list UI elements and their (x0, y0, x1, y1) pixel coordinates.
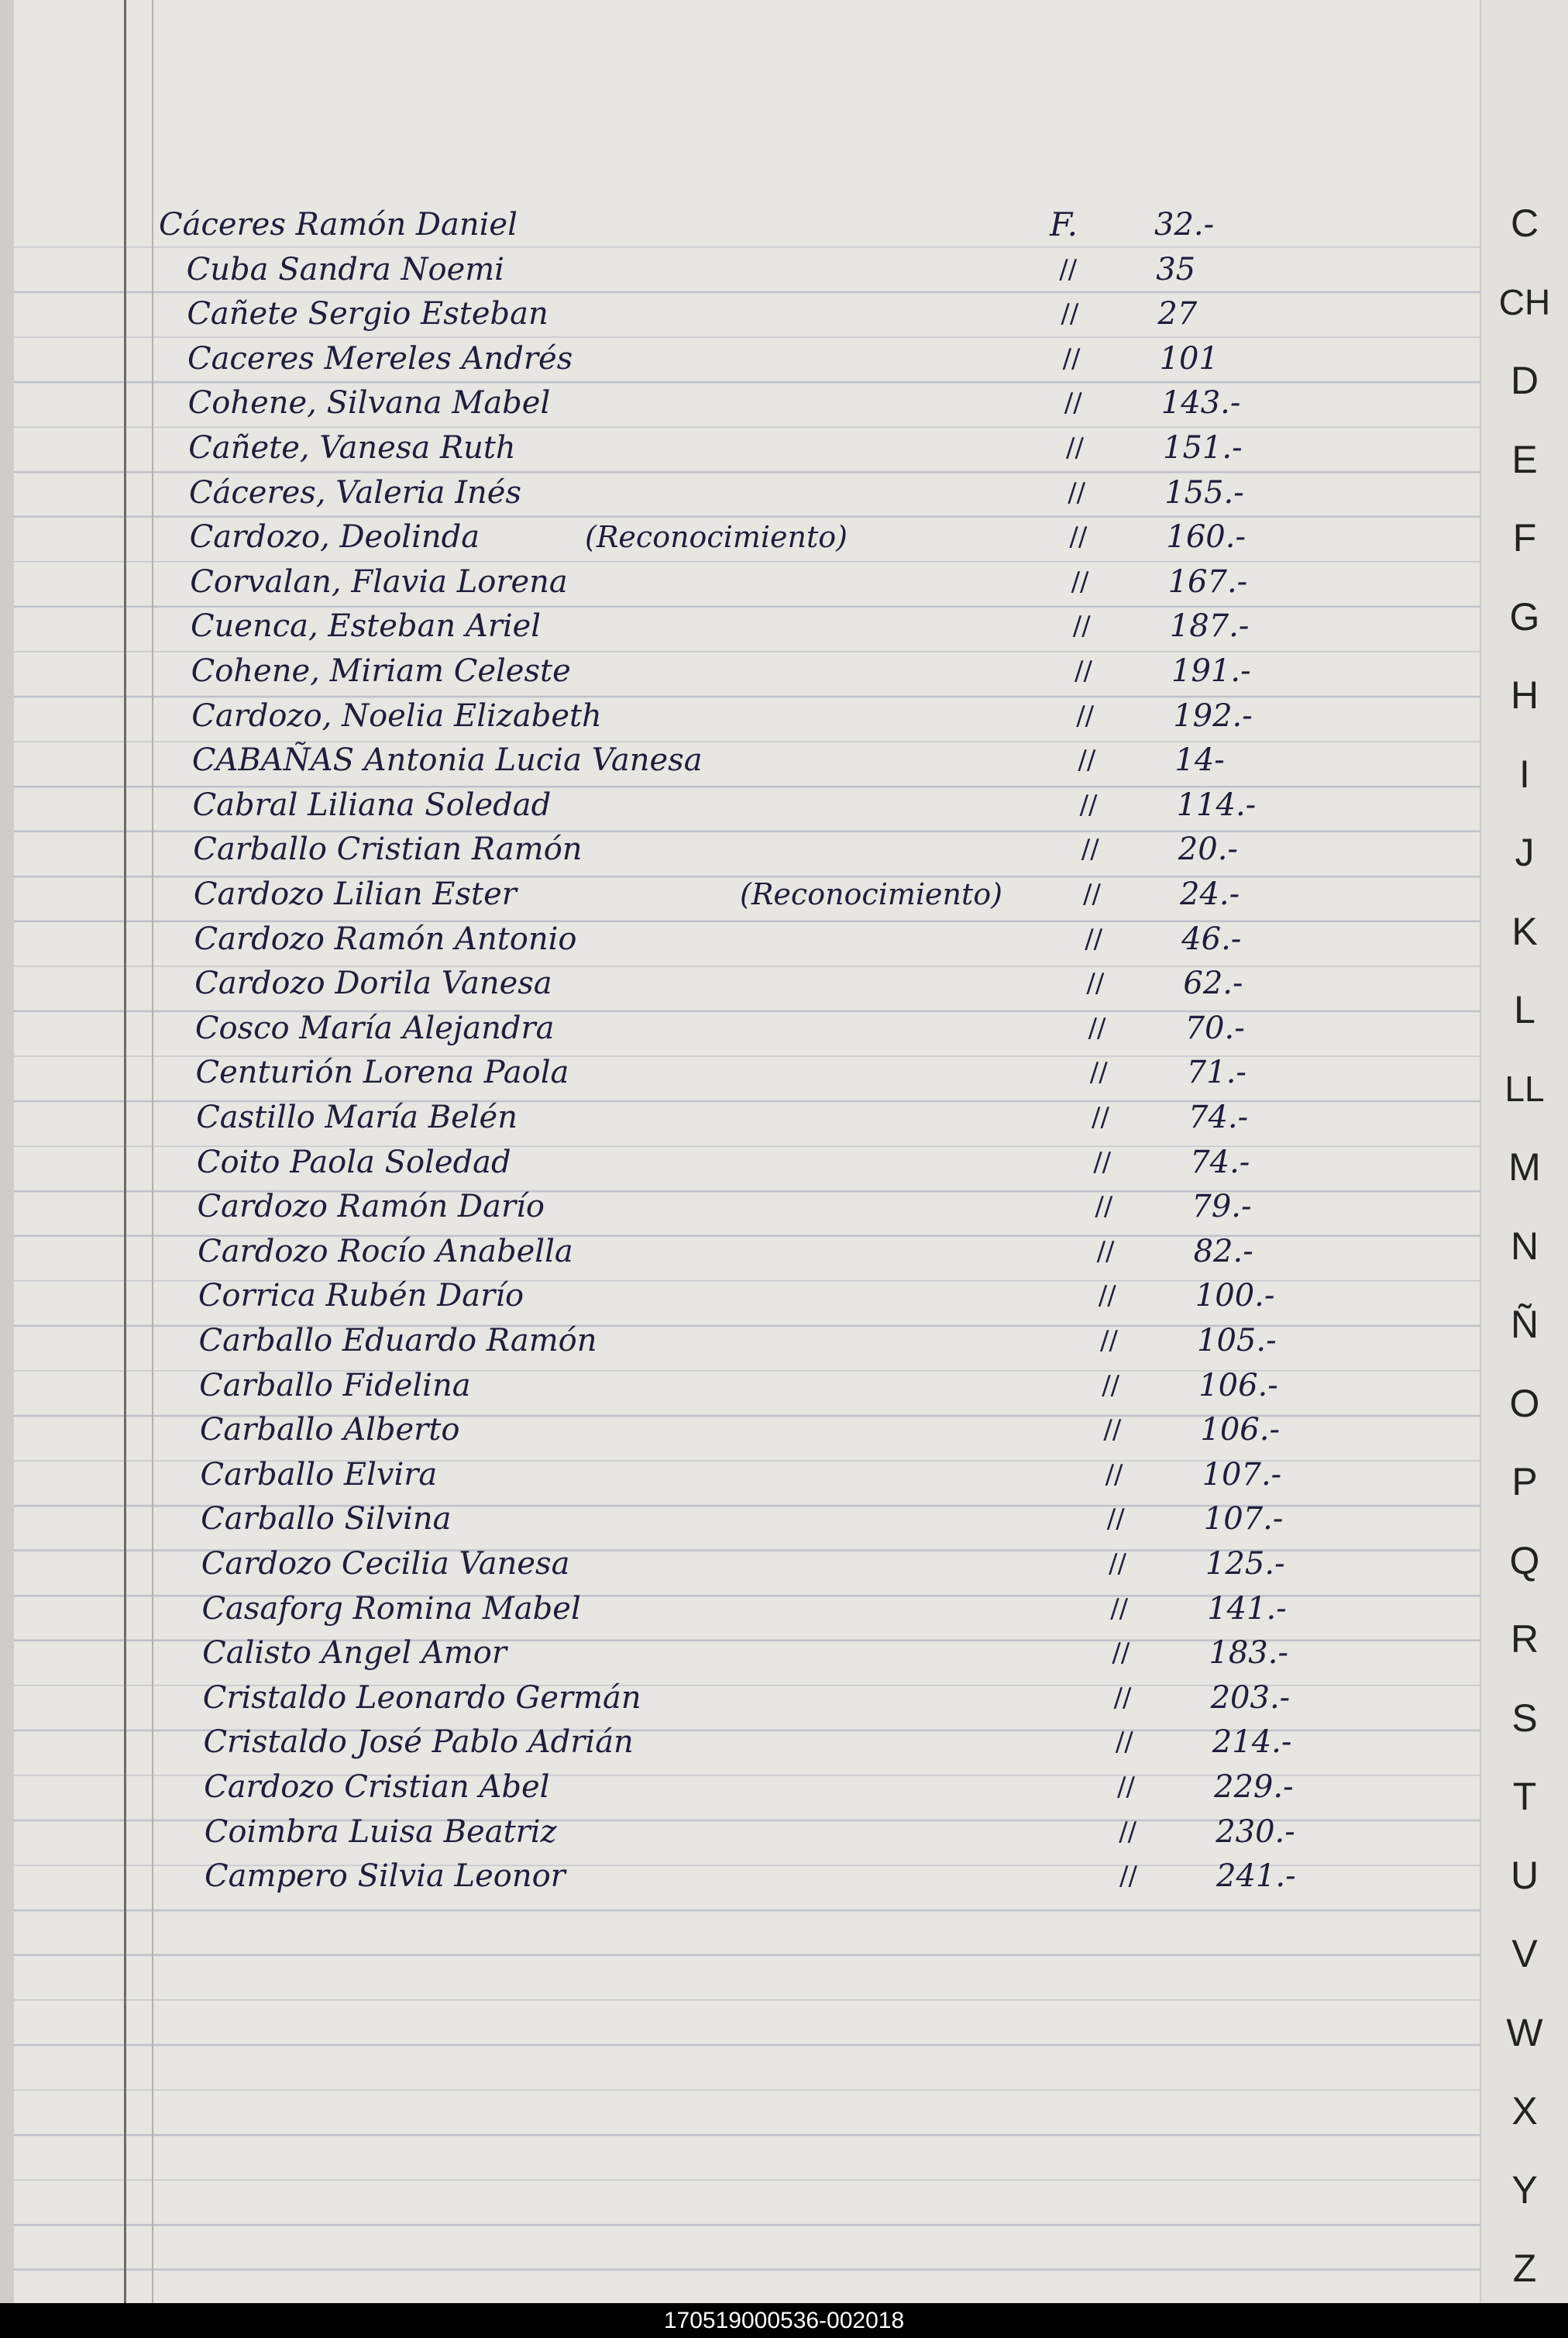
entry-name: Cardozo Lilian Ester (193, 876, 517, 912)
entry-folio: 101 (1159, 340, 1219, 377)
index-tab-x[interactable]: X (1511, 2089, 1538, 2133)
register-entry (0, 1364, 1472, 1407)
entry-name: Castillo María Belén (196, 1100, 518, 1135)
ditto-mark: // (1100, 1325, 1118, 1356)
entry-name: Cardozo Ramón Darío (197, 1189, 545, 1225)
index-tab-u[interactable]: U (1510, 1853, 1539, 1897)
entry-folio: 74.- (1190, 1144, 1250, 1180)
entry-note: (Reconocimiento) (740, 877, 1002, 911)
register-entry (0, 1274, 1472, 1317)
index-tab-ñ[interactable]: Ñ (1510, 1303, 1539, 1346)
ditto-mark: // (1068, 477, 1086, 508)
register-entry (0, 1676, 1472, 1720)
entry-folio: 105.- (1197, 1323, 1277, 1358)
ditto-mark: // (1081, 834, 1099, 866)
register-entry (0, 1854, 1472, 1898)
register-entry (0, 873, 1472, 916)
entry-name: Campero Silvia Leonor (205, 1858, 566, 1895)
ditto-mark: // (1106, 1503, 1125, 1535)
register-entry (0, 604, 1472, 648)
register-entry (0, 1007, 1472, 1050)
entry-folio: 114.- (1176, 787, 1257, 823)
ditto-mark: // (1089, 1057, 1108, 1089)
entry-folio: 151.- (1163, 430, 1243, 466)
entry-name: Cuba Sandra Noemi (186, 251, 504, 288)
register-entry (0, 1051, 1472, 1094)
index-tab-z[interactable]: Z (1512, 2247, 1537, 2290)
entry-name: Cañete, Vanesa Ruth (188, 430, 516, 466)
entry-name: Cuenca, Esteban Ariel (190, 608, 542, 645)
entry-folio: 187.- (1169, 608, 1250, 645)
register-entry (0, 1765, 1472, 1809)
register-entry (0, 828, 1472, 871)
entry-name: Corrica Rubén Darío (198, 1278, 524, 1314)
index-tab-f[interactable]: F (1512, 516, 1537, 560)
register-entry (0, 1096, 1472, 1139)
entry-name: Carballo Elvira (200, 1456, 438, 1493)
index-tab-m[interactable]: M (1508, 1145, 1541, 1189)
entry-name: Coito Paola Soledad (196, 1144, 511, 1180)
entry-note: (Reconocimiento) (585, 520, 848, 555)
ditto-mark: // (1078, 745, 1096, 776)
entry-folio: 107.- (1202, 1456, 1282, 1493)
entry-name: Carballo Alberto (199, 1412, 460, 1448)
entry-name: Corvalan, Flavia Lorena (190, 563, 568, 600)
ditto-mark: // (1079, 789, 1098, 821)
index-tab-j[interactable]: J (1515, 831, 1535, 874)
index-tab-g[interactable]: G (1509, 594, 1540, 639)
entry-folio: 79.- (1191, 1189, 1252, 1225)
entry-folio: 106.- (1198, 1367, 1278, 1403)
ditto-mark: // (1112, 1637, 1130, 1669)
entry-folio: 214.- (1212, 1724, 1292, 1761)
entry-name: Cáceres Ramón Daniel (159, 207, 518, 243)
index-tab-e[interactable]: E (1511, 437, 1538, 481)
index-tab-ll[interactable]: LL (1504, 1068, 1545, 1109)
entry-name: Cardozo Cecilia Vanesa (201, 1546, 570, 1582)
entry-folio: 203.- (1210, 1679, 1291, 1716)
register-entry (0, 1230, 1472, 1273)
ditto-mark: // (1072, 611, 1091, 642)
entry-folio: 167.- (1167, 563, 1248, 600)
entry-name: Caceres Mereles Andrés (187, 340, 573, 377)
entry-name: Centurión Lorena Paola (195, 1055, 569, 1091)
register-entry (0, 560, 1472, 604)
entry-name: Cabral Liliana Soledad (192, 787, 552, 823)
index-tab-i[interactable]: I (1519, 752, 1530, 796)
ditto-mark: // (1103, 1414, 1122, 1446)
document-id-footer: 170519000536-002018 (0, 2303, 1568, 2338)
ditto-mark: // (1119, 1861, 1137, 1892)
register-entry (0, 1141, 1472, 1184)
entry-folio: 230.- (1216, 1813, 1295, 1850)
entry-folio: 143.- (1161, 385, 1241, 422)
register-entry (0, 783, 1472, 827)
entry-name: Cardozo Rocío Anabella (198, 1233, 573, 1269)
entry-name: Carballo Silvina (201, 1501, 452, 1537)
ditto-mark: // (1093, 1146, 1112, 1178)
entry-name: Cardozo, Noelia Elizabeth (191, 697, 602, 734)
ditto-mark: // (1095, 1191, 1113, 1223)
register-entry (0, 649, 1472, 693)
entry-folio: 32.- (1154, 207, 1215, 243)
entry-name: Cañete Sergio Esteban (187, 296, 548, 332)
index-tab-n[interactable]: N (1510, 1224, 1539, 1268)
entry-folio: 125.- (1205, 1546, 1285, 1582)
entry-folio: 183.- (1209, 1635, 1288, 1672)
register-entry (0, 292, 1472, 336)
folio-header: F. (1050, 205, 1078, 243)
register-entry (0, 471, 1472, 515)
entry-name: Cardozo, Deolinda (189, 519, 480, 556)
index-tab-w[interactable]: W (1506, 2010, 1543, 2054)
ditto-mark: // (1117, 1772, 1135, 1803)
ditto-mark: // (1069, 522, 1088, 553)
entry-folio: 27 (1157, 296, 1198, 332)
index-tab-y[interactable]: Y (1511, 2168, 1538, 2212)
entry-name: Cristaldo José Pablo Adrián (203, 1724, 634, 1761)
register-entry (0, 1453, 1472, 1496)
register-entry (0, 337, 1472, 380)
register-entry (0, 1319, 1472, 1362)
ditto-mark: // (1109, 1548, 1126, 1579)
register-entry (0, 515, 1472, 559)
entry-folio: 20.- (1178, 832, 1238, 868)
register-entry (0, 248, 1472, 291)
register-entry (0, 203, 1472, 246)
ditto-mark: // (1076, 700, 1095, 732)
ditto-mark: // (1088, 1012, 1106, 1044)
entry-folio: 229.- (1214, 1769, 1294, 1805)
register-entry (0, 426, 1472, 470)
entry-name: Carballo Fidelina (199, 1367, 471, 1403)
entry-name: Cáceres, Valeria Inés (188, 474, 521, 511)
register-entry (0, 381, 1472, 425)
register-entry (0, 1810, 1472, 1854)
ditto-mark: // (1102, 1369, 1120, 1401)
register-entry (0, 1497, 1472, 1541)
entry-folio: 241.- (1216, 1858, 1296, 1895)
entry-folio: 24.- (1180, 876, 1240, 912)
entry-name: Carballo Eduardo Ramón (198, 1323, 597, 1358)
entry-folio: 192.- (1173, 697, 1253, 734)
ditto-mark: // (1086, 968, 1105, 1000)
index-tab-t[interactable]: T (1512, 1775, 1537, 1818)
index-tab-ch[interactable]: CH (1498, 281, 1551, 322)
entry-folio: 35 (1156, 251, 1196, 288)
entry-name: Cardozo Cristian Abel (204, 1769, 550, 1805)
register-entry (0, 1631, 1472, 1675)
ditto-mark: // (1064, 387, 1082, 419)
index-tab-p[interactable]: P (1511, 1460, 1538, 1503)
entry-name: Cristaldo Leonardo Germán (202, 1679, 641, 1716)
ditto-mark: // (1075, 656, 1092, 687)
page-top-margin (0, 0, 1568, 203)
entry-folio: 70.- (1185, 1010, 1245, 1046)
entry-folio: 160.- (1166, 519, 1246, 556)
index-tab-v[interactable]: V (1511, 1932, 1538, 1975)
ditto-mark: // (1119, 1816, 1137, 1847)
ditto-mark: // (1113, 1682, 1132, 1713)
entry-name: Cohene, Silvana Mabel (187, 385, 551, 422)
ditto-mark: // (1115, 1727, 1133, 1758)
ditto-mark: // (1059, 253, 1078, 285)
ditto-mark: // (1105, 1458, 1123, 1490)
entry-folio: 74.- (1188, 1100, 1249, 1135)
index-tab-o[interactable]: O (1509, 1381, 1540, 1425)
ditto-mark: // (1071, 566, 1089, 597)
entry-folio: 46.- (1181, 921, 1242, 957)
entry-folio: 155.- (1164, 474, 1244, 511)
entry-name: CABAÑAS Antonia Lucia Vanesa (191, 742, 703, 779)
index-tab-k[interactable]: K (1511, 909, 1538, 953)
register-entry (0, 739, 1472, 782)
entry-name: Cosco María Alejandra (194, 1010, 555, 1046)
entry-name: Cardozo Ramón Antonio (194, 921, 577, 957)
entry-name: Calisto Angel Amor (202, 1635, 507, 1672)
ditto-mark: // (1062, 343, 1081, 374)
entry-name: Cohene, Miriam Celeste (191, 653, 571, 689)
index-tab-q[interactable]: Q (1509, 1538, 1540, 1582)
ditto-mark: // (1083, 879, 1101, 910)
entry-folio: 191.- (1171, 653, 1251, 689)
entry-name: Carballo Cristian Ramón (193, 832, 583, 868)
entry-folio: 62.- (1183, 966, 1243, 1002)
ditto-mark: // (1110, 1593, 1129, 1624)
index-tab-s[interactable]: S (1511, 1696, 1538, 1740)
index-tab-h[interactable]: H (1510, 673, 1539, 717)
ditto-mark: // (1098, 1280, 1116, 1312)
entry-folio: 82.- (1193, 1233, 1253, 1269)
entry-folio: 71.- (1186, 1055, 1246, 1091)
ditto-mark: // (1096, 1235, 1115, 1267)
entry-folio: 14- (1174, 742, 1225, 779)
register-entry (0, 1408, 1472, 1451)
ditto-mark: // (1061, 298, 1079, 330)
register-entry (0, 1720, 1472, 1764)
index-tab-r[interactable]: R (1510, 1617, 1539, 1661)
entry-name: Coimbra Luisa Beatriz (204, 1813, 557, 1850)
entry-name: Casaforg Romina Mabel (201, 1590, 581, 1627)
entry-folio: 100.- (1195, 1278, 1275, 1314)
register-entry (0, 1185, 1472, 1228)
entry-folio: 107.- (1203, 1501, 1284, 1537)
entry-folio: 141.- (1207, 1590, 1287, 1627)
register-entry (0, 962, 1472, 1005)
entry-folio: 106.- (1200, 1412, 1280, 1448)
ditto-mark: // (1085, 923, 1103, 955)
ditto-mark: // (1092, 1102, 1109, 1133)
register-entry (0, 918, 1472, 961)
ditto-mark: // (1066, 432, 1084, 463)
index-tab-c[interactable]: C (1510, 201, 1539, 245)
register-entry (0, 1542, 1472, 1586)
register-entry (0, 694, 1472, 738)
index-tab-l[interactable]: L (1514, 988, 1535, 1031)
entry-name: Cardozo Dorila Vanesa (194, 966, 552, 1002)
index-tab-d[interactable]: D (1510, 359, 1539, 402)
register-entry (0, 1587, 1472, 1630)
